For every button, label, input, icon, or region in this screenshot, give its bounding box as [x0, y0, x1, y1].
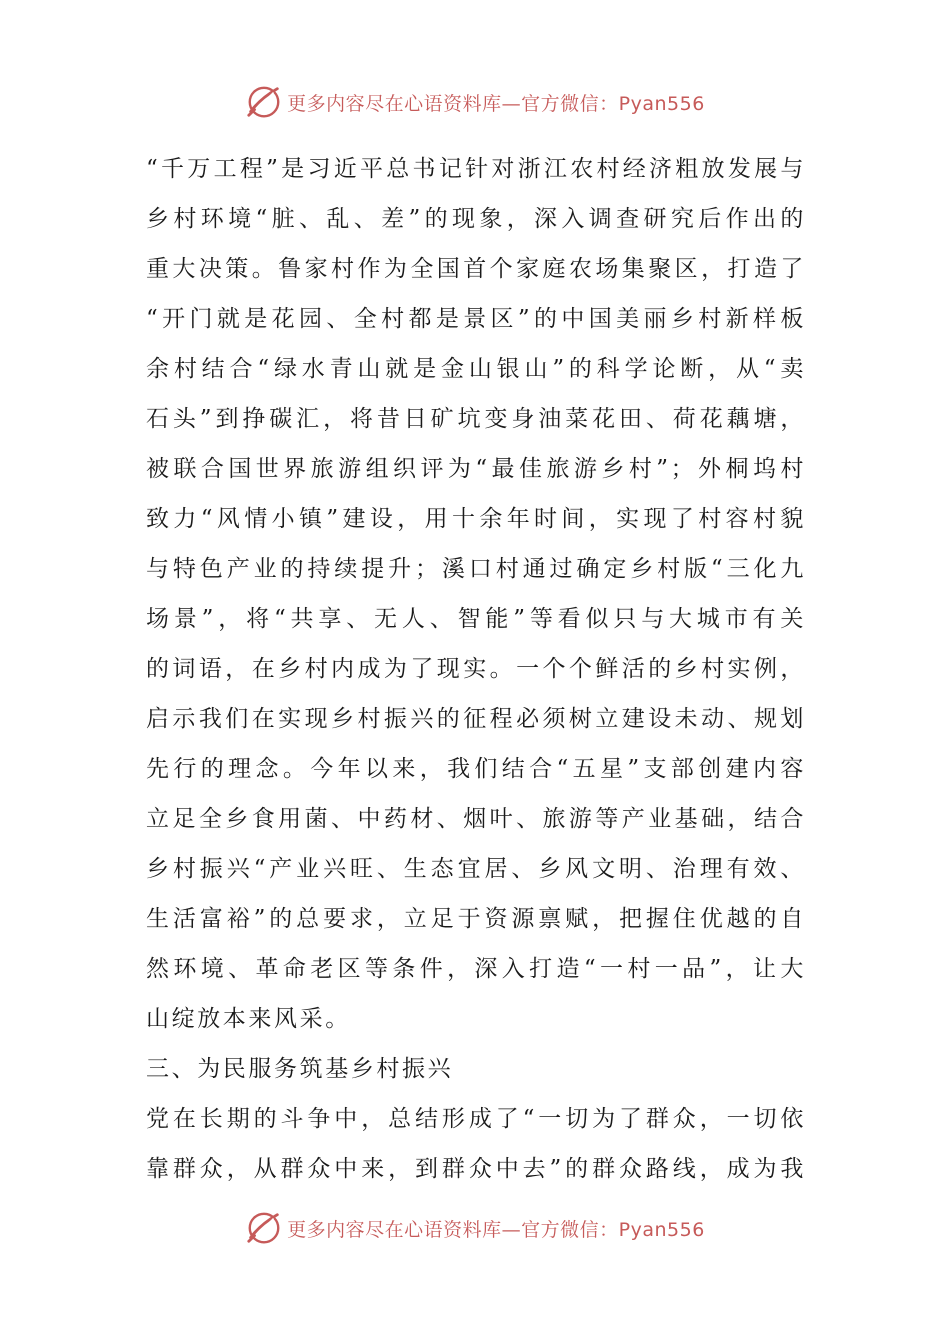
body-line: 乡村环境“脏、乱、差”的现象，深入调查研究后作出的	[146, 206, 806, 232]
body-line: 党在长期的斗争中，总结形成了“一切为了群众，一切依	[146, 1106, 806, 1132]
body-line: 与特色产业的持续提升；溪口村通过确定乡村版“三化九	[146, 556, 806, 582]
watermark-label: 更多内容尽在心语资料库—官方微信：	[287, 1218, 619, 1241]
section-heading: 三、为民服务筑基乡村振兴	[146, 1056, 454, 1082]
pen-logo-icon	[245, 1209, 283, 1247]
body-line: “千万工程”是习近平总书记针对浙江农村经济粗放发展与	[146, 156, 806, 182]
pen-logo-icon	[245, 83, 283, 121]
body-line: 启示我们在实现乡村振兴的征程必须树立建设未动、规划	[146, 706, 806, 732]
body-line: 被联合国世界旅游组织评为“最佳旅游乡村”；外桐坞村	[146, 456, 806, 482]
watermark-footer	[0, 1208, 950, 1248]
watermark-label: 更多内容尽在心语资料库—官方微信：	[287, 92, 619, 115]
watermark-text	[287, 89, 705, 116]
body-line: 立足全乡食用菌、中药材、烟叶、旅游等产业基础，结合	[146, 806, 806, 832]
document-body	[146, 144, 806, 1194]
body-line: 靠群众，从群众中来，到群众中去”的群众路线，成为我	[146, 1156, 806, 1182]
body-line: “开门就是花园、全村都是景区”的中国美丽乡村新样板	[146, 306, 806, 332]
watermark-handle: Pyan556	[618, 1218, 705, 1241]
body-line: 然环境、革命老区等条件，深入打造“一村一品”，让大	[146, 956, 806, 982]
watermark-text	[287, 1215, 705, 1242]
body-line: 场景”，将“共享、无人、智能”等看似只与大城市有关	[146, 606, 806, 632]
body-line: 余村结合“绿水青山就是金山银山”的科学论断，从“卖	[146, 356, 806, 382]
body-line: 致力“风情小镇”建设，用十余年时间，实现了村容村貌	[146, 506, 806, 532]
body-line: 先行的理念。今年以来，我们结合“五星”支部创建内容	[146, 756, 806, 782]
watermark-handle: Pyan556	[618, 92, 705, 115]
body-line: 重大决策。鲁家村作为全国首个家庭农场集聚区，打造了	[146, 256, 806, 282]
body-line: 石头”到挣碳汇，将昔日矿坑变身油菜花田、荷花藕塘，	[146, 406, 806, 432]
body-line: 生活富裕”的总要求，立足于资源禀赋，把握住优越的自	[146, 906, 806, 932]
body-line: 的词语，在乡村内成为了现实。一个个鲜活的乡村实例，	[146, 656, 806, 682]
body-line: 乡村振兴“产业兴旺、生态宜居、乡风文明、治理有效、	[146, 856, 806, 882]
watermark-header	[0, 82, 950, 122]
body-line: 山绽放本来风采。	[146, 1006, 351, 1032]
